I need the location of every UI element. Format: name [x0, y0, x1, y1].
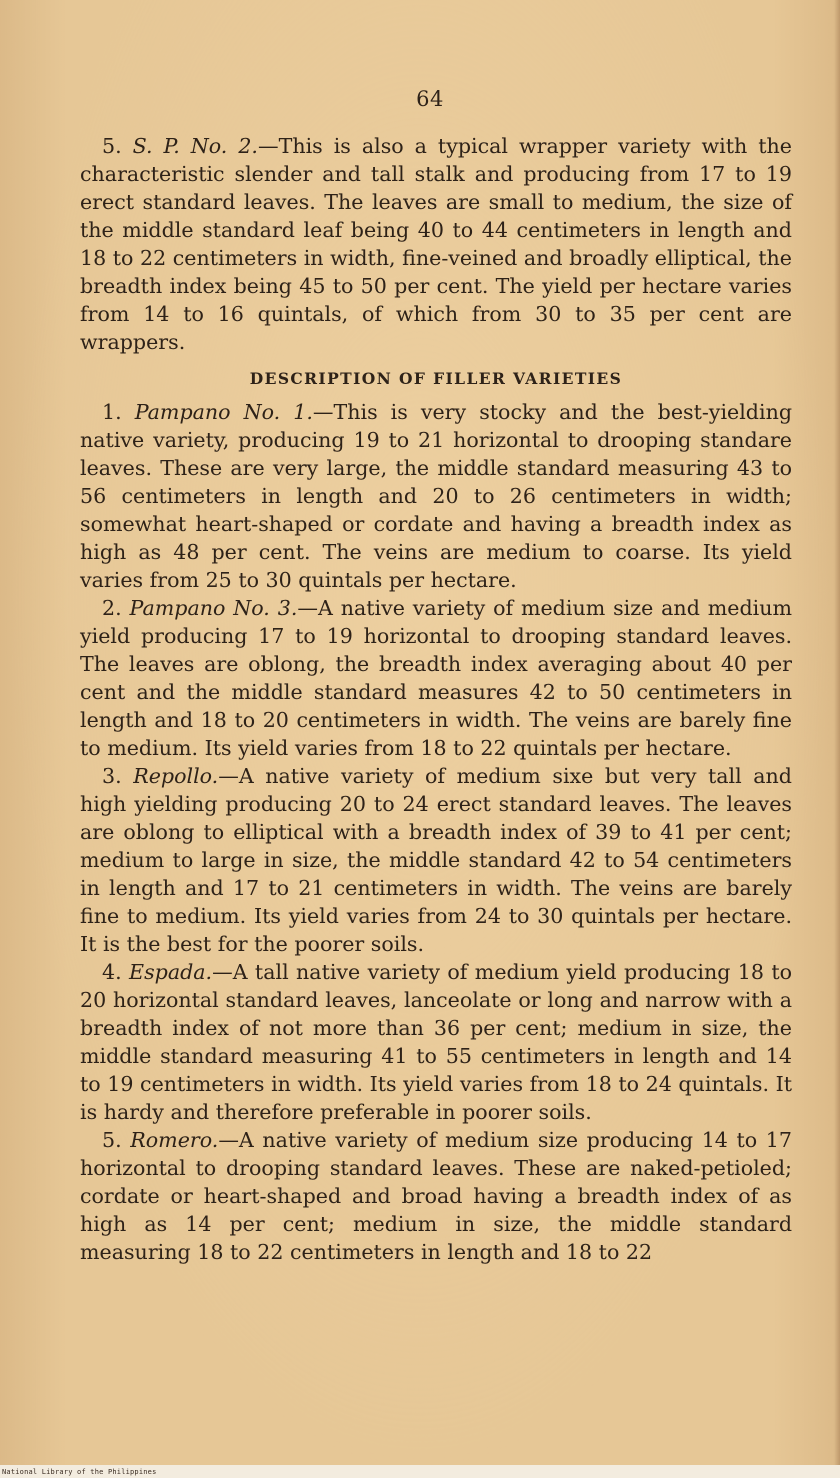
variety-name: Romero.: [130, 1128, 219, 1152]
paragraph-text: —This is also a typical wrapper variety with the characteristic slender and tall stalk and producing from 17 to 19 erect standard leaves. The leaves are small to medium, the size of the middle standard leaf being 40 to 44 centimeters in length and 18 to 22 centimeters in width, fine-veined and broadly elliptical, the breadth index being 45 to 50 per cent. The yield per hectare varies from 14 to 16 quintals, of which from 30 to 35 per cent are wrappers.: [80, 134, 792, 354]
variety-name: Repollo.: [133, 764, 219, 788]
paragraph-romero: [80, 1126, 792, 1266]
variety-name: Espada.: [129, 960, 213, 984]
paragraph-number: 5.: [102, 1128, 122, 1152]
variety-name: S. P. No. 2.: [132, 134, 258, 158]
paragraph-number: 2.: [102, 596, 122, 620]
section-heading: DESCRIPTION OF FILLER VARIETIES: [249, 369, 623, 388]
paragraph-number: 1.: [102, 400, 122, 424]
paragraph-sp-no-2: [80, 132, 792, 356]
footer-credit: National Library of the Philippines: [2, 1468, 157, 1476]
paragraph-number: 5.: [102, 134, 122, 158]
paragraph-text: —This is very stocky and the best-yielding native variety, producing 19 to 21 horizontal to drooping standare leaves. These are very large, the middle standard measuring 43 to 56 centimeters in length and 20 to 26 centimeters in width; somewhat heart-shaped or cordate and having a breadth index as high as 48 per cent. The veins are medium to coarse. Its yield varies from 25 to 30 quintals per hectare.: [80, 400, 793, 592]
page-edge-shadow: [834, 0, 840, 1465]
paragraph-text: —A tall native variety of medium yield producing 18 to 20 horizontal standard leaves, lanceolate or long and narrow with a breadth index of not more than 36 per cent; medium in size, the middle standard measuring 41 to 55 centimeters in length and 14 to 19 centimeters in width. Its yield varies from 18 to 24 quintals. It is hardy and therefore preferable in poorer soils.: [80, 960, 792, 1124]
paragraph-text: —A native variety of medium size producing 14 to 17 horizontal to drooping standard leaves. These are naked-petioled; cordate or heart-shaped and broad having a breadth index of as high as 14 per cent; medium in size, the middle standard measuring 18 to 22 centimeters in length and 18 to 22: [80, 1128, 793, 1264]
paragraph-text: —A native variety of medium size and medium yield producing 17 to 19 horizontal to drooping standard leaves. The leaves are oblong, the breadth index averaging about 40 per cent and the middle standard measures 42 to 50 centimeters in length and 18 to 20 centimeters in width. The veins are barely fine to medium. Its yield varies from 18 to 22 quintals per hectare.: [80, 596, 793, 760]
paragraph-pampano-no-3: [80, 594, 792, 762]
variety-name: Pampano No. 1.: [134, 400, 313, 424]
paragraph-text: —A native variety of medium sixe but very tall and high yielding producing 20 to 24 erect standard leaves. The leaves are oblong to elliptical with a breadth index of 39 to 41 per cent; medium to large in size, the middle standard 42 to 54 centimeters in length and 17 to 21 centimeters in width. The veins are barely fine to medium. Its yield varies from 24 to 30 quintals per hectare. It is the best for the poorer soils.: [80, 764, 792, 956]
page-number: 64: [416, 87, 444, 111]
page-body: [80, 132, 792, 1266]
paragraph-espada: [80, 958, 792, 1126]
paragraph-repollo: [80, 762, 792, 958]
paragraph-number: 3.: [102, 764, 122, 788]
variety-name: Pampano No. 3.: [129, 596, 298, 620]
paragraph-pampano-no-1: [80, 398, 792, 594]
paragraph-number: 4.: [102, 960, 122, 984]
